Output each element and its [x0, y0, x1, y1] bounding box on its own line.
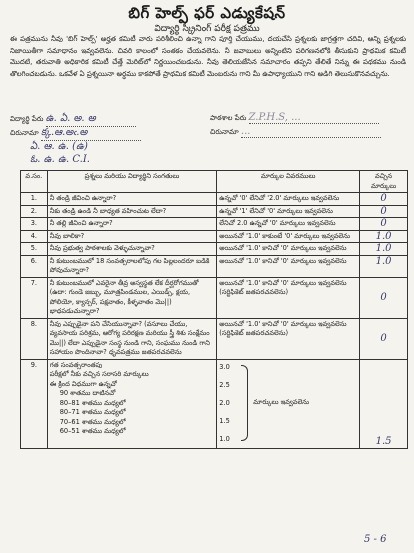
- row9-line: 70–61 శాతము మధ్యలో: [59, 417, 126, 426]
- row-mark: 0: [360, 277, 408, 318]
- table-row: [21, 230, 408, 243]
- row9-line: 60–51 శాతము మధ్యలో: [59, 427, 126, 435]
- row-question: నీ కుటుంబములో 18 సంవత్సరాలలోపు గల పిల్లలందరూ బడికి పోవుచున్నారా?: [47, 255, 217, 277]
- scale-value: 3.0: [219, 362, 230, 371]
- address-line3: [30, 140, 88, 154]
- row-mark: 1.0: [360, 255, 408, 277]
- row-mark: 0: [360, 193, 408, 206]
- row-answer: లేనిచో 2.0 ఉన్నచో '0' మార్కులు ఇవ్వవలెను: [217, 218, 360, 231]
- scale-value: 1.0: [219, 434, 230, 443]
- row-answer: ఉన్నచో '1' లేనిచో '0' మార్కులు ఇవ్వవలెను: [217, 205, 360, 218]
- row-question: నీ కుటుంబములో ఎవరైనా తీవ్ర అస్వస్థత లేక దీర్ఘరోగముతో (ఉదా: గుండె జబ్బు, మూత్రపిండముల, ఎయిడ్స్, క్షయ, పోలియో, క్యాన్సర్, పక్షవాతం, కీళ్ళవాతం మొ||) భాధపడుచున్నారా?: [47, 277, 217, 318]
- row9-line: ఈ క్రింద విధముగా ఉన్నచో: [49, 379, 117, 388]
- address-right-value: ...: [241, 126, 381, 138]
- form-subtitle: విద్యార్థి స్క్రీనింగ్ పరీక్ష పత్రము: [154, 24, 260, 34]
- address-field: [10, 126, 141, 141]
- row-mark: 0: [360, 205, 408, 218]
- table-row: [21, 277, 408, 318]
- table-row: [21, 205, 408, 218]
- row-question: నీవు బాలికా?: [47, 230, 217, 243]
- student-name-value: ఉ. ఏ. అ. అ: [46, 112, 136, 127]
- row-mark: 0: [360, 318, 408, 359]
- row-answer: అయినచో '1.0' కానిచో '0' మార్కులు ఇవ్వవలెను (సర్టిఫికెట్ జతపరచవలెను): [217, 318, 360, 359]
- row9-line: గత సంవత్సరాంతపు: [49, 360, 103, 369]
- scale-value: 2.0: [219, 398, 230, 407]
- school-name-value: Z.P.H.S, ...: [249, 112, 379, 124]
- row-num: 4.: [21, 230, 48, 243]
- row9-line: పరీక్షలో నీకు వచ్చిన సరాసరి మార్కులు: [49, 370, 149, 378]
- row9-answer: [217, 359, 360, 448]
- scale-value: 2.5: [219, 380, 230, 389]
- page-number: 5 - 6: [364, 534, 387, 545]
- row-question: నీ తండ్రి జీవించి ఉన్నారా?: [47, 193, 217, 206]
- marks-scale: [219, 361, 357, 447]
- address-line4: [30, 153, 90, 167]
- row-question: నీ తల్లి జీవించి ఉన్నారా?: [47, 218, 217, 231]
- school-name-label: పాఠశాల పేరు: [210, 114, 247, 122]
- table-row: [21, 359, 408, 448]
- row9-question: [47, 359, 217, 448]
- screening-table: [20, 170, 408, 449]
- brace-shape: [241, 365, 248, 441]
- row9-line: 80–71 శాతము మధ్యలో: [59, 408, 126, 416]
- row9-line: 80–81 శాతము మధ్యలో: [59, 398, 126, 407]
- scale-label: మార్కులు ఇవ్వవలెను: [253, 397, 310, 406]
- table-header-row: [21, 171, 408, 193]
- scale-value: 1.5: [219, 416, 230, 425]
- row-num: 5.: [21, 243, 48, 256]
- table-row: [21, 193, 408, 206]
- row-num: 3.: [21, 218, 48, 231]
- address-right-field: [210, 126, 381, 138]
- table-row: [21, 218, 408, 231]
- instructions-paragraph: ఈ పత్రమును నీవు 'బిగ్ హెల్ప్' అర్హత కమిటీ వారు పరిశీలించి ఉన్నా గాని పూర్తి చేయుము, దయచేసి ప్రశ్నలకు జాగ్రత్తగా చదివి, ఆన్ని ప్రశ్నలకు నిజాయితీగా సమాధానం ఇవ్వవలెను. చివరి కాలంలో సంతకం చేయవలెను. నీ జవాబులు అన్నింటిని పరిగణనలోకి తీసుకుని ప్రాథమిక కమిటీ మొదటి, తరువాతి అధికారిక కమిటీ చేత్తే మెరిట్‌లో నిర్ణయించబడును. నీవు తెలియజేసిన సమాచారం తప్పని తేలితే నిన్ను ఈ పథకము నుండి తొలగించబడును. ఒకవేళ ఏ ప్రశ్నయినా అర్థము కాకపోతే ప్రాథమిక కమిటీ మెంబరును గాని మీ ఉపాధ్యాయుని గాని అడిగి తెలుసుకొనవచ్చును.: [10, 35, 406, 78]
- form-title: బిగ్ హెల్ప్ ఫర్ ఎడ్యుకేషన్: [128, 4, 286, 22]
- row-num: 8.: [21, 318, 48, 359]
- header-answer: మార్కుల వివరములు: [217, 171, 360, 193]
- row-mark: 1.0: [360, 243, 408, 256]
- row-mark: 1.0: [360, 230, 408, 243]
- header-question: ప్రశ్నలు మరియు విద్యార్థిని సంగతులు: [47, 171, 217, 193]
- student-name-label: విద్యార్థి పేరు: [10, 115, 44, 123]
- address-value: క్క.ఆ.అఁ.అ: [41, 126, 141, 141]
- header-num: వ.సం.: [21, 171, 48, 193]
- address-label: చిరునామా: [10, 129, 39, 137]
- row-question: నీవు ప్రభుత్వ పాఠశాలకు వెళ్ళుచున్నావా?: [47, 243, 217, 256]
- row-question: నీవు ఎప్పుడైనా పని చేసియున్నావా? (వసూలు చేయు, వ్యవసాయ పరిశ్రమ, ఆరోగ్య పరిరక్షణ మరియు స్త్రీ శిశు సంక్షేమం మొ||) లేదా ఎప్పుడైనా సంస్థ నుండి గాని, సంఘము నుండి గాని సహాయం పొందినావా? ధృవపత్రము జతపరచవలెను: [47, 318, 217, 359]
- row-answer: ఉన్నచో '0' లేనిచో '2.0' మార్కులు ఇవ్వవలెను: [217, 193, 360, 206]
- row-num: 1.: [21, 193, 48, 206]
- row-num: 9.: [21, 359, 48, 448]
- table-row: [21, 318, 408, 359]
- address-line3-value: ఏ. ఆ. ఉ. (ఉ): [30, 141, 88, 152]
- row-answer: అయినచో '1.0' కానిచో '0' మార్కులు ఇవ్వవలెను (సర్టిఫికెట్ జతపరచవలెను): [217, 277, 360, 318]
- table-row: [21, 255, 408, 277]
- row-num: 2.: [21, 205, 48, 218]
- table-row: [21, 243, 408, 256]
- row-mark: 1.5: [360, 359, 408, 448]
- row-num: 7.: [21, 277, 48, 318]
- row-question: నీకు తండ్రి ఉండి నీ బాధ్యత వహించుట లేదా?: [47, 205, 217, 218]
- row-mark: 0: [360, 218, 408, 231]
- address-line4-value: ఓ. ఉ. ఉ. C.I.: [30, 154, 90, 165]
- row-answer: అయినచో '1.0' కానిచో '0' మార్కులు ఇవ్వవలెను: [217, 255, 360, 277]
- student-name-field: [10, 112, 136, 127]
- header-marks: వచ్చిన మార్కులు: [360, 171, 408, 193]
- row-num: 6.: [21, 255, 48, 277]
- school-name-field: [210, 112, 379, 124]
- row-answer: అయినచో '1.0' కానిచో '0' మార్కులు ఇవ్వవలెను: [217, 243, 360, 256]
- address-right-label: చిరునామా: [210, 128, 239, 136]
- row9-line: 90 శాతము దాటినచో: [59, 389, 116, 397]
- row-answer: అయినచో '1.0' కాకుంటే '0' మార్కులు ఇవ్వవలెను: [217, 230, 360, 243]
